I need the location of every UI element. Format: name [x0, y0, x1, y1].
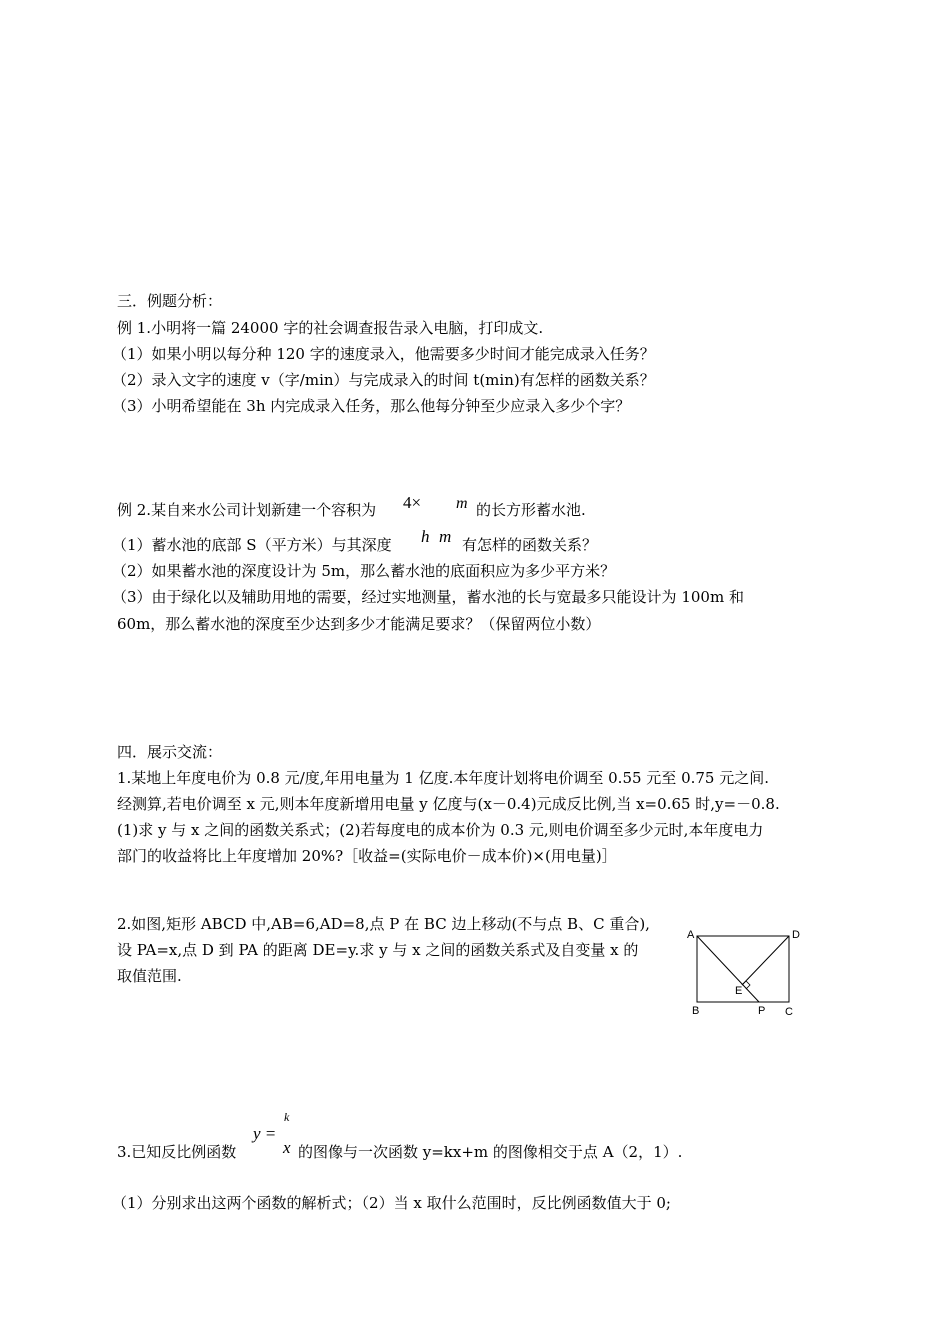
example-2-title-pre: 例 2.某自来水公司计划新建一个容积为: [117, 501, 377, 519]
example-1-q3: （3）小明希望能在 3h 内完成录入任务，那么他每分钟至少应录入多少个字？: [112, 397, 631, 415]
depth-h: h: [421, 527, 430, 546]
label-p: P: [758, 1005, 766, 1017]
problem-1-line3: (1)求 y 与 x 之间的函数关系式；(2)若每度电的成本价为 0.3 元,则电价调至多少元时,本年度电力: [117, 821, 764, 839]
section-3-heading: 三．例题分析：: [117, 292, 223, 310]
fraction-denominator: x: [283, 1138, 291, 1157]
volume-number: 4×: [403, 493, 422, 512]
label-e: E: [735, 985, 743, 997]
example-1-q1: （1）如果小明以每分种 120 字的速度录入，他需要多少时间才能完成录入任务？: [112, 345, 655, 363]
label-a: A: [687, 929, 695, 941]
example-2-title-post: 的长方形蓄水池.: [476, 501, 586, 519]
example-2-q2: （2）如果蓄水池的深度设计为 5m，那么蓄水池的底面积应为多少平方米？: [112, 562, 616, 580]
problem-2-line1: 2.如图,矩形 ABCD 中,AB=6,AD=8,点 P 在 BC 边上移动(不与点 B、C 重合),: [117, 915, 650, 933]
label-b: B: [692, 1005, 700, 1017]
problem-2-line3: 取值范围.: [117, 967, 182, 985]
problem-3-post: 的图像与一次函数 y=kx+m 的图像相交于点 A（2，1）.: [298, 1143, 683, 1161]
problem-1-line1: 1.某地上年度电价为 0.8 元/度,年用电量为 1 亿度.本年度计划将电价调至 0.55 元至 0.75 元之间.: [117, 769, 770, 787]
rectangle-abcd: [697, 936, 789, 1002]
rectangle-abcd-figure: [680, 922, 810, 1022]
example-2-q3-line1: （3）由于绿化以及辅助用地的需要，经过实地测量，蓄水池的长与宽最多只能设计为 100m 和: [112, 588, 744, 606]
volume-unit: m: [456, 495, 468, 512]
fraction-numerator: k: [284, 1110, 290, 1124]
depth-unit: m: [439, 527, 452, 546]
label-c: C: [785, 1006, 793, 1018]
example-2-q1-post: 有怎样的函数关系？: [462, 536, 598, 554]
segment-de: [742, 936, 789, 985]
problem-1-line4: 部门的收益将比上年度增加 20%?［收益=(实际电价－成本价)×(用电量)］: [117, 847, 617, 865]
example-1-q2: （2）录入文字的速度 v（字/min）与完成录入的时间 t(min)有怎样的函数关系？: [112, 371, 655, 389]
problem-2-line2: 设 PA=x,点 D 到 PA 的距离 DE=y.求 y 与 x 之间的函数关系式及自变量 x 的: [117, 941, 639, 959]
problem-3-pre: 3.已知反比例函数: [117, 1143, 237, 1161]
example-1-title: 例 1.小明将一篇 24000 字的社会调查报告录入电脑，打印成文.: [117, 319, 544, 337]
label-d: D: [792, 929, 800, 941]
fraction-y-eq: y =: [253, 1124, 277, 1143]
problem-1-line2: 经测算,若电价调至 x 元,则本年度新增用电量 y 亿度与(x－0.4)元成反比例,当 x=0.65 时,y=－0.8.: [117, 795, 780, 813]
example-2-q1-pre: （1）蓄水池的底部 S（平方米）与其深度: [112, 536, 392, 554]
problem-3-question: （1）分别求出这两个函数的解析式；（2）当 x 取什么范围时，反比例函数值大于 0;: [112, 1194, 671, 1212]
section-4-heading: 四．展示交流：: [117, 743, 223, 761]
example-2-q3-line2: 60m，那么蓄水池的深度至少达到多少才能满足要求？（保留两位小数）: [117, 615, 601, 633]
segment-ap: [697, 936, 759, 1002]
